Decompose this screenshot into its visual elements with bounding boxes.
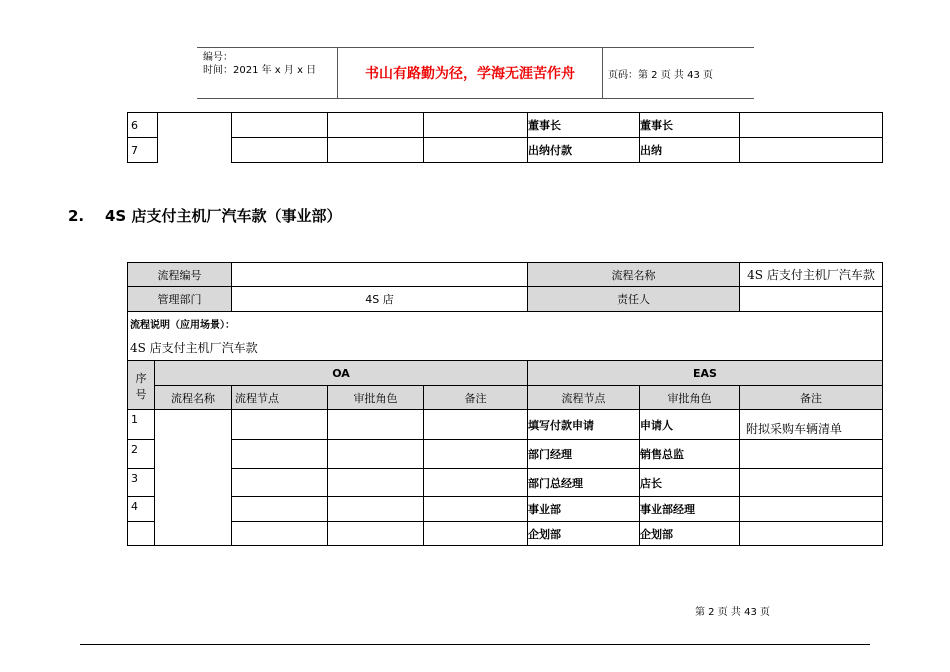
eas-role-cell: 事业部经理 — [640, 497, 740, 522]
seq-cell: 7 — [128, 138, 158, 163]
section-number: 2. — [68, 207, 85, 225]
table-row — [128, 138, 883, 163]
col-flow-name: 流程名称 — [155, 386, 232, 410]
seq-cell — [128, 522, 155, 546]
description-cell — [128, 312, 883, 361]
top-table — [127, 112, 883, 163]
footer-page-number: 第 2 页 共 43 页 — [695, 607, 770, 618]
eas-node-cell: 填写付款申请 — [528, 410, 640, 440]
eas-note-cell — [740, 440, 883, 469]
eas-node-cell: 部门经理 — [528, 440, 640, 469]
table-row — [128, 469, 883, 497]
owner-label: 责任人 — [528, 287, 740, 312]
eas-node-cell: 出纳付款 — [528, 138, 640, 163]
table-row — [128, 386, 883, 410]
col-oa-node: 流程节点 — [232, 386, 328, 410]
col-eas-role: 审批角色 — [640, 386, 740, 410]
flow-name-merged-cell — [155, 410, 232, 546]
eas-note-cell: 附拟采购车辆清单 — [740, 410, 883, 440]
flow-no-value — [232, 263, 528, 287]
eas-role-cell: 董事长 — [640, 113, 740, 138]
table-row — [128, 287, 883, 312]
eas-role-cell: 企划部 — [640, 522, 740, 546]
dept-value: 4S 店 — [232, 287, 528, 312]
eas-role-cell: 店长 — [640, 469, 740, 497]
oa-header: OA — [155, 361, 528, 386]
section-title — [68, 205, 341, 226]
col-oa-note: 备注 — [424, 386, 528, 410]
owner-value — [740, 287, 883, 312]
eas-header: EAS — [528, 361, 883, 386]
eas-node-cell: 事业部 — [528, 497, 640, 522]
header-page-label: 页码：第 2 页 共 43 页 — [608, 69, 713, 81]
header-meta — [197, 48, 337, 98]
section-title-text: 4S 店支付主机厂汽车款（事业部） — [105, 207, 342, 225]
table-row — [128, 497, 883, 522]
process-table — [127, 262, 883, 546]
table-row — [128, 440, 883, 469]
eas-note-cell — [740, 522, 883, 546]
eas-note-cell — [740, 469, 883, 497]
seq-cell: 1 — [128, 410, 155, 440]
col-oa-role: 审批角色 — [328, 386, 424, 410]
flow-no-label: 流程编号 — [128, 263, 232, 287]
seq-header-bottom: 号 — [128, 386, 155, 410]
eas-note-cell — [740, 497, 883, 522]
table-row — [128, 263, 883, 287]
table-row — [128, 361, 883, 386]
header-number-label: 编号： — [203, 52, 233, 63]
seq-cell: 2 — [128, 440, 155, 469]
desc-value: 4S 店支付主机厂汽车款 — [130, 341, 258, 355]
col-eas-node: 流程节点 — [528, 386, 640, 410]
seq-cell: 3 — [128, 469, 155, 497]
dept-label: 管理部门 — [128, 287, 232, 312]
seq-header-top: 序 — [128, 361, 155, 386]
col-eas-note: 备注 — [740, 386, 883, 410]
flow-name-label: 流程名称 — [528, 263, 740, 287]
table-row — [128, 113, 883, 138]
seq-cell: 4 — [128, 497, 155, 522]
footer-divider — [80, 644, 870, 645]
table-row — [128, 410, 883, 440]
header-motto: 书山有路勤为径，学海无涯苦作舟 — [337, 48, 603, 98]
eas-role-cell: 出纳 — [640, 138, 740, 163]
eas-node-cell: 企划部 — [528, 522, 640, 546]
eas-role-cell: 申请人 — [640, 410, 740, 440]
page-header — [197, 47, 754, 99]
seq-cell: 6 — [128, 113, 158, 138]
header-time-label: 时间：2021 年 x 月 x 日 — [203, 65, 317, 76]
table-row — [128, 312, 883, 361]
eas-node-cell: 董事长 — [528, 113, 640, 138]
eas-node-cell: 部门总经理 — [528, 469, 640, 497]
desc-label: 流程说明（应用场景）： — [130, 320, 235, 331]
flow-name-value: 4S 店支付主机厂汽车款 — [740, 263, 883, 287]
eas-role-cell: 销售总监 — [640, 440, 740, 469]
table-row — [128, 522, 883, 546]
